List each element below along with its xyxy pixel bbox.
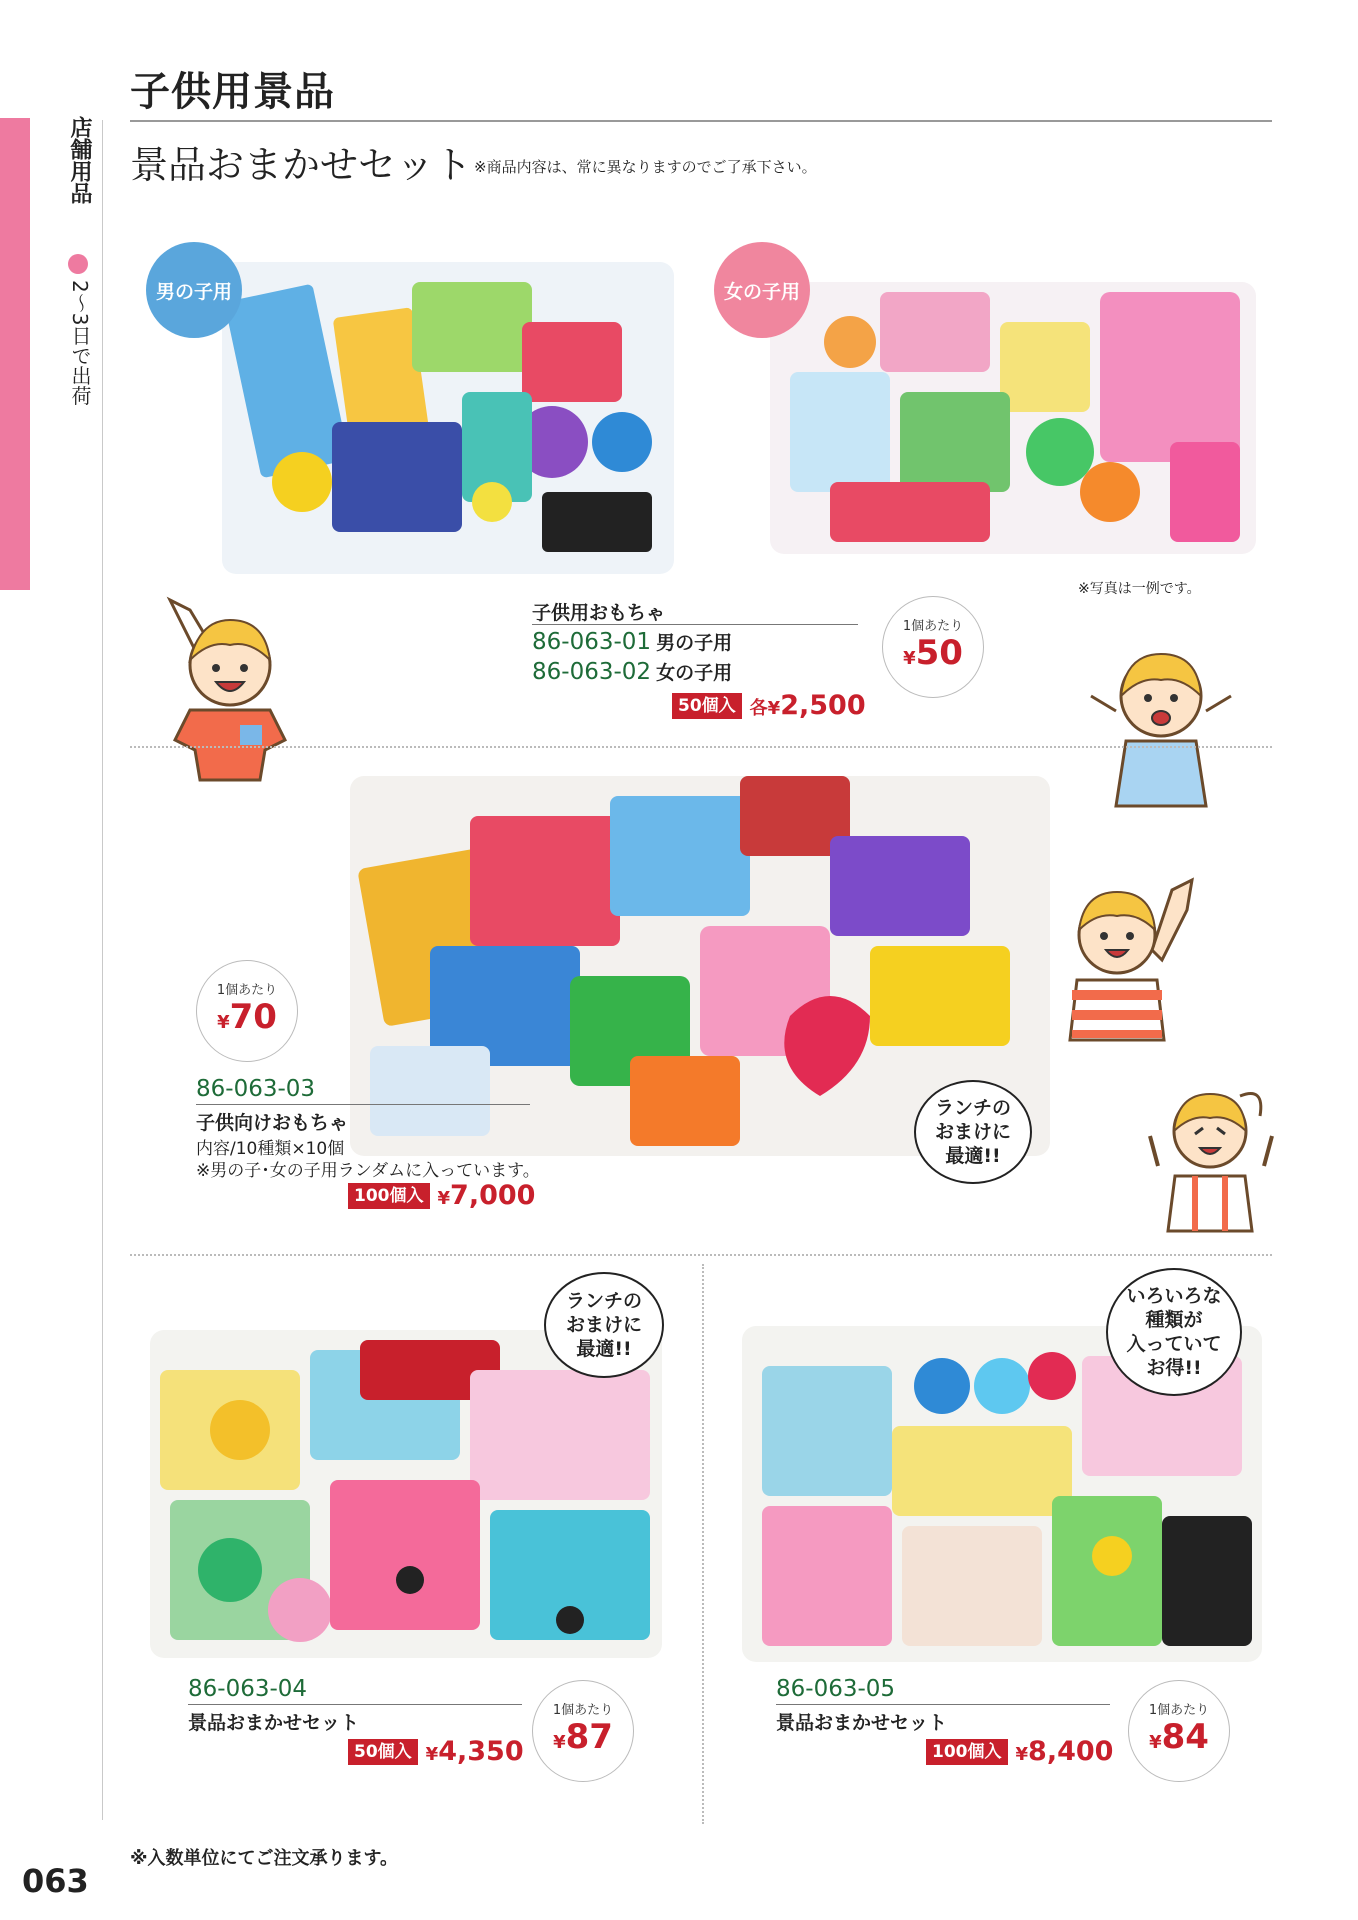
heading-rule — [130, 120, 1272, 122]
section1-title-rule — [532, 624, 858, 625]
section1-price-row — [672, 690, 866, 721]
unit-label: 1個あたり — [1148, 1703, 1210, 1718]
girl-shouting-illustration — [1086, 636, 1236, 816]
column-divider — [702, 1264, 704, 1824]
unit-label: 1個あたり — [902, 619, 964, 634]
content-note: ※商品内容は、常に異なりますのでご了承下さい。 — [474, 158, 817, 176]
side-divider — [102, 120, 103, 1820]
prize-set-50-photo — [150, 1330, 662, 1658]
section3-product-code: 86-063-04 — [188, 1676, 308, 1702]
price: 各¥2,500 — [749, 690, 866, 721]
unit-price: ¥87 — [553, 1717, 613, 1757]
product-code: 86-063-02 — [532, 659, 652, 685]
unit-label: 1個あたり — [216, 983, 278, 998]
product-code: 86-063-01 — [532, 629, 652, 655]
girl-peace-illustration — [1140, 1076, 1280, 1236]
unit-price: ¥70 — [217, 997, 277, 1037]
section3-code-rule — [188, 1704, 522, 1705]
section3-unit-price-circle — [532, 1680, 634, 1782]
section4-code-rule — [776, 1704, 1110, 1705]
page-number: 063 — [22, 1862, 89, 1900]
boy-waving-illustration — [150, 590, 310, 790]
section2-speech-bubble: ランチの おまけに 最適!! — [914, 1080, 1032, 1184]
section2-random-note: ※男の子･女の子用ランダムに入っています。 — [196, 1161, 540, 1181]
section-divider — [130, 746, 1272, 748]
section1-unit-price-circle — [882, 596, 984, 698]
section1-product-title: 子供用おもちゃ — [532, 602, 666, 624]
side-tab-accent — [0, 118, 30, 590]
shipping-dot-icon — [68, 254, 88, 274]
photo-example-note: ※写真は一例です。 — [1078, 581, 1201, 597]
boy-badge: 男の子用 — [146, 242, 242, 338]
unit-price: ¥84 — [1149, 1717, 1209, 1757]
section4-speech-bubble: いろいろな 種類が 入っていて お得!! — [1106, 1268, 1242, 1396]
side-shipping-label: 2〜3日で出荷 — [68, 280, 92, 406]
section4-unit-price-circle — [1128, 1680, 1230, 1782]
boys-toys-photo — [222, 262, 674, 574]
unit-price: ¥50 — [903, 633, 963, 673]
section1-item-girl — [532, 658, 732, 685]
section2-product-code: 86-063-03 — [196, 1076, 316, 1102]
section2-unit-price-circle — [196, 960, 298, 1062]
price: ¥4,350 — [425, 1736, 524, 1767]
section1-item-boy — [532, 628, 732, 655]
order-unit-note: ※入数単位にてご注文承ります。 — [130, 1848, 399, 1869]
girl-badge: 女の子用 — [714, 242, 810, 338]
page-title: 景品おまかせセット — [130, 143, 473, 187]
section4-product-title: 景品おまかせセット — [776, 1712, 948, 1734]
section3-speech-bubble: ランチの おまけに 最適!! — [544, 1272, 664, 1378]
section2-product-title: 子供向けおもちゃ — [196, 1112, 349, 1134]
price: ¥8,400 — [1015, 1736, 1114, 1767]
section-divider — [130, 1254, 1272, 1256]
girls-toys-photo — [770, 282, 1256, 554]
category-heading: 子供用景品 — [130, 68, 335, 115]
quantity-badge: 100個入 — [926, 1739, 1008, 1765]
section2-content: 内容/10種類×10個 — [196, 1139, 345, 1159]
section3-product-title: 景品おまかせセット — [188, 1712, 360, 1734]
side-category-title: 店舗用品 — [67, 116, 92, 204]
section4-product-code: 86-063-05 — [776, 1676, 896, 1702]
price: ¥7,000 — [437, 1180, 536, 1211]
boy-striped-illustration — [1052, 870, 1202, 1050]
product-variant: 男の子用 — [656, 632, 733, 654]
section2-code-rule — [196, 1104, 530, 1105]
quantity-badge: 50個入 — [672, 693, 742, 719]
unit-label: 1個あたり — [552, 1703, 614, 1718]
product-variant: 女の子用 — [656, 662, 733, 684]
section2-price-row — [348, 1180, 535, 1211]
quantity-badge: 100個入 — [348, 1183, 430, 1209]
quantity-badge: 50個入 — [348, 1739, 418, 1765]
section3-price-row — [348, 1736, 524, 1767]
section4-price-row — [926, 1736, 1113, 1767]
